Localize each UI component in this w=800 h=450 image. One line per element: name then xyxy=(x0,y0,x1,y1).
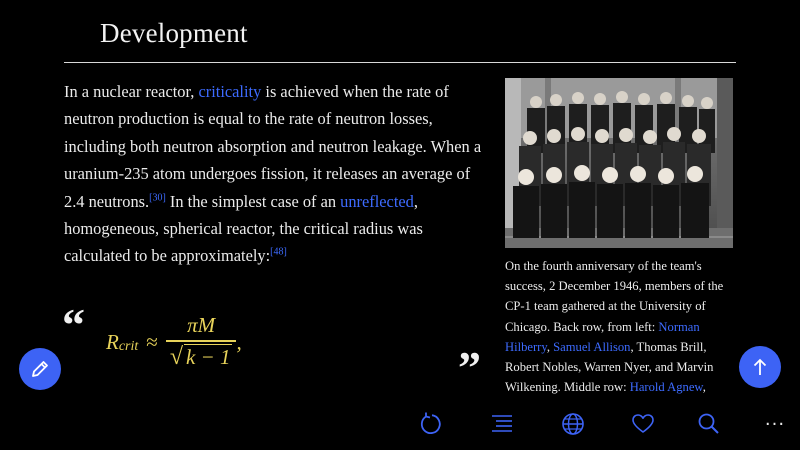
formula-lhs-subscript: crit xyxy=(118,339,139,354)
scroll-to-top-button[interactable] xyxy=(739,346,781,388)
criticality-link[interactable]: criticality xyxy=(198,82,262,101)
paragraph-text: , homogeneous, spherical reactor, the critical radius was calculated to be approximately: xyxy=(64,191,423,266)
caption-text: , Thomas Brill, Robert Nobles, Warren Nyer, and Marvin Wilkening. Middle row: xyxy=(505,339,714,395)
caption-text: , xyxy=(546,339,554,354)
edit-button[interactable] xyxy=(19,348,61,390)
search-icon xyxy=(696,411,722,437)
reference-48-link[interactable]: [48] xyxy=(270,246,287,258)
refresh-icon xyxy=(418,411,444,437)
save-button[interactable] xyxy=(629,410,657,438)
fraction-bar xyxy=(166,340,237,342)
reference-30-link[interactable]: [30] xyxy=(149,192,166,204)
critical-radius-formula xyxy=(106,312,242,372)
arrow-up-icon xyxy=(749,356,771,378)
formula-fraction xyxy=(166,313,237,371)
section-heading: Development xyxy=(100,18,248,48)
open-quote-mark: “ xyxy=(62,299,85,350)
caption-text: On the fourth anniversary of the team's success, 2 December 1946, members of the CP-1 team gathered at the University of Chicago. Back row, from left: xyxy=(505,259,724,334)
edit-icon xyxy=(29,358,51,380)
heading-divider xyxy=(64,62,736,63)
approx-symbol: ≈ xyxy=(146,329,158,354)
paragraph-text: In the simplest case of an xyxy=(165,191,341,211)
team-photo-image xyxy=(505,78,733,248)
photo-caption xyxy=(505,256,741,397)
language-button[interactable] xyxy=(559,410,587,438)
search-button[interactable] xyxy=(695,410,723,438)
team-photo[interactable] xyxy=(505,78,733,248)
article-paragraph xyxy=(64,78,484,270)
fraction-numerator: πM xyxy=(187,313,216,338)
harold-agnew-link[interactable]: Harold Agnew xyxy=(629,380,703,395)
caption-text: , xyxy=(702,380,706,395)
unreflected-link[interactable]: unreflected xyxy=(340,191,414,211)
contents-button[interactable] xyxy=(488,410,516,438)
more-button[interactable] xyxy=(762,410,788,438)
sqrt-symbol: √ xyxy=(169,343,183,370)
formula-trailing-comma: , xyxy=(236,329,242,354)
paragraph-text: is achieved when the rate of neutron production is equal to the rate of neutron losses, including both neutron absorption and neutron leakage. When a uranium-235 atom undergoes fission, it releases an average of 2.4 neutrons. xyxy=(64,82,482,211)
globe-icon xyxy=(560,411,586,437)
paragraph-text: In a nuclear reactor, xyxy=(64,82,199,101)
close-quote-mark: ” xyxy=(458,342,481,393)
samuel-allison-link[interactable]: Samuel Allison xyxy=(553,339,631,354)
fraction-denominator xyxy=(166,344,237,371)
formula-lhs: R xyxy=(106,329,119,354)
refresh-button[interactable] xyxy=(417,410,445,438)
heart-icon xyxy=(630,411,656,437)
radicand: k − 1 xyxy=(185,345,231,370)
contents-icon xyxy=(489,411,515,437)
norman-hilberry-link[interactable]: Norman Hilberry xyxy=(505,319,700,354)
more-icon: ··· xyxy=(764,413,786,435)
